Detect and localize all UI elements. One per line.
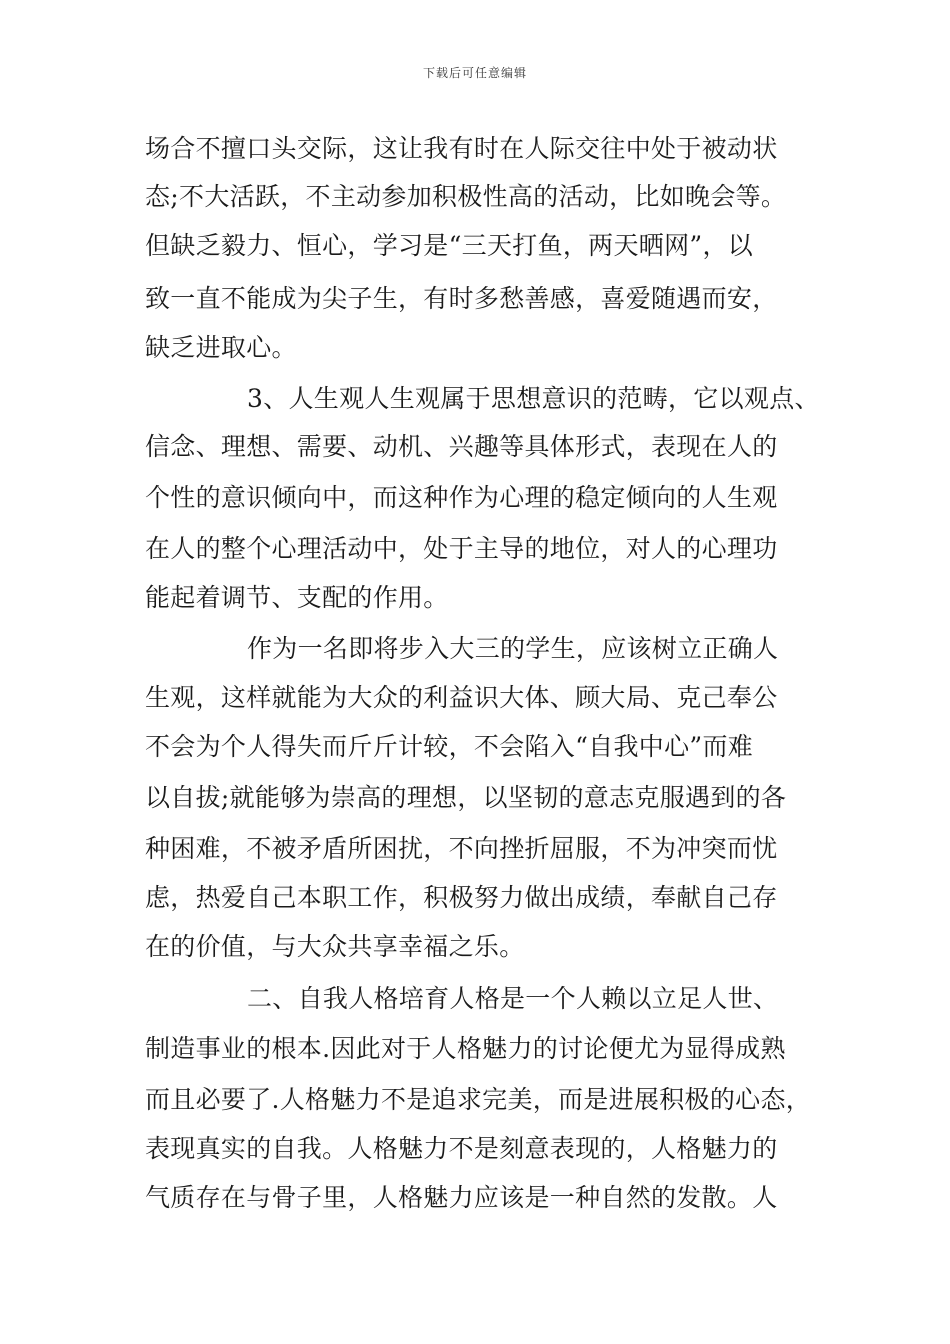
text-line: 致一直不能成为尖子生，有时多愁善感，喜爱随遇而安，	[145, 284, 778, 313]
text-line: 而且必要了.人格魅力不是追求完美，而是进展积极的心态，	[145, 1085, 812, 1114]
text-line: 信念、理想、需要、动机、兴趣等具体形式，表现在人的	[145, 432, 778, 461]
text-line: 态;不大活跃，不主动参加积极性高的活动，比如晚会等。	[145, 182, 787, 211]
text-line: 种困难，不被矛盾所困扰，不向挫折屈服，不为冲突而忧	[145, 834, 778, 863]
text-line: 但缺乏毅力、恒心，学习是“三天打鱼，两天晒网”，以	[145, 231, 754, 260]
text-line: 以自拔;就能够为崇高的理想，以坚韧的意志克服遇到的各	[145, 783, 787, 812]
text-line: 3、人生观人生观属于思想意识的范畴，它以观点、	[247, 384, 820, 413]
page-header: 下载后可任意编辑	[422, 66, 527, 80]
text-line: 个性的意识倾向中，而这种作为心理的稳定倾向的人生观	[145, 483, 778, 512]
text-line: 作为一名即将步入大三的学生，应该树立正确人	[247, 634, 779, 663]
text-line: 在的价值，与大众共享幸福之乐。	[145, 932, 525, 961]
text-line: 场合不擅口头交际，这让我有时在人际交往中处于被动状	[145, 134, 778, 163]
text-line: 生观，这样就能为大众的利益识大体、顾大局、克己奉公	[145, 683, 778, 712]
text-line: 缺乏进取心。	[145, 333, 297, 362]
text-line: 气质存在与骨子里，人格魅力应该是一种自然的发散。人	[145, 1183, 778, 1212]
text-line: 在人的整个心理活动中，处于主导的地位，对人的心理功	[145, 534, 778, 563]
text-line: 制造事业的根本.因此对于人格魅力的讨论便尤为显得成熟	[145, 1034, 786, 1063]
text-line: 二、自我人格培育人格是一个人赖以立足人世、	[247, 984, 779, 1013]
text-line: 能起着调节、支配的作用。	[145, 583, 449, 612]
text-line: 表现真实的自我。人格魅力不是刻意表现的，人格魅力的	[145, 1134, 778, 1163]
text-line: 不会为个人得失而斤斤计较，不会陷入“自我中心”而难	[145, 732, 754, 761]
text-line: 虑，热爱自己本职工作，积极努力做出成绩，奉献自己存	[145, 883, 778, 912]
